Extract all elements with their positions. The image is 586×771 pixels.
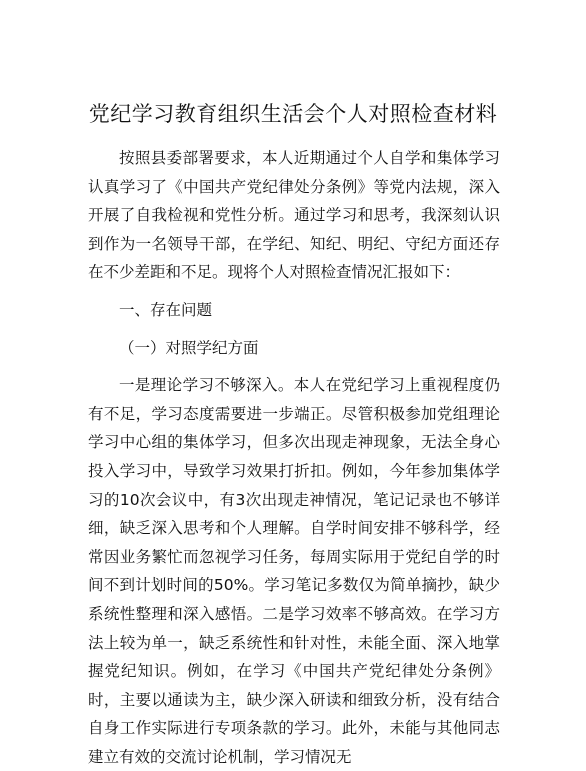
document-body xyxy=(88,144,500,771)
subsection-heading: （一）对照学纪方面 xyxy=(119,338,259,357)
document-title: 党纪学习教育组织生活会个人对照检查材料 xyxy=(88,102,498,126)
intro-paragraph: 按照县委部署要求，本人近期通过个人自学和集体学习认真学习了《中国共产党纪律处分条例》等党内法规，深入开展了自我检视和党性分析。通过学习和思考，我深刻认识到作为一名领导干部，在学纪、知纪、明纪、守纪方面还存在不少差距和不足。现将个人对照检查情况汇报如下： xyxy=(88,149,500,282)
body-paragraph: 一是理论学习不够深入。本人在党纪学习上重视程度仍有不足，学习态度需要进一步端正。尽管积极参加党组理论学习中心组的集体学习，但多次出现走神现象，无法全身心投入学习中，导致学习效果打折扣。例如，今年参加集体学习的10次会议中，有3次出现走神情况，笔记记录也不够详细，缺乏深入思考和个人理解。自学时间安排不够科学，经常因业务繁忙而忽视学习任务，每周实际用于党纪自学的时间不到计划时间的50%。学习笔记多数仅为简单摘抄，缺少系统性整理和深入感悟。二是学习效率不够高效。在学习方法上较为单一，缺乏系统性和针对性，未能全面、深入地掌握党纪知识。例如，在学习《中国共产党纪律处分条例》时，主要以通读为主，缺少深入研读和细致分析，没有结合自身工作实际进行专项条款的学习。此外，未能与其他同志建立有效的交流讨论机制，学习情况无 xyxy=(88,376,500,766)
section-heading: 一、存在问题 xyxy=(119,300,213,319)
